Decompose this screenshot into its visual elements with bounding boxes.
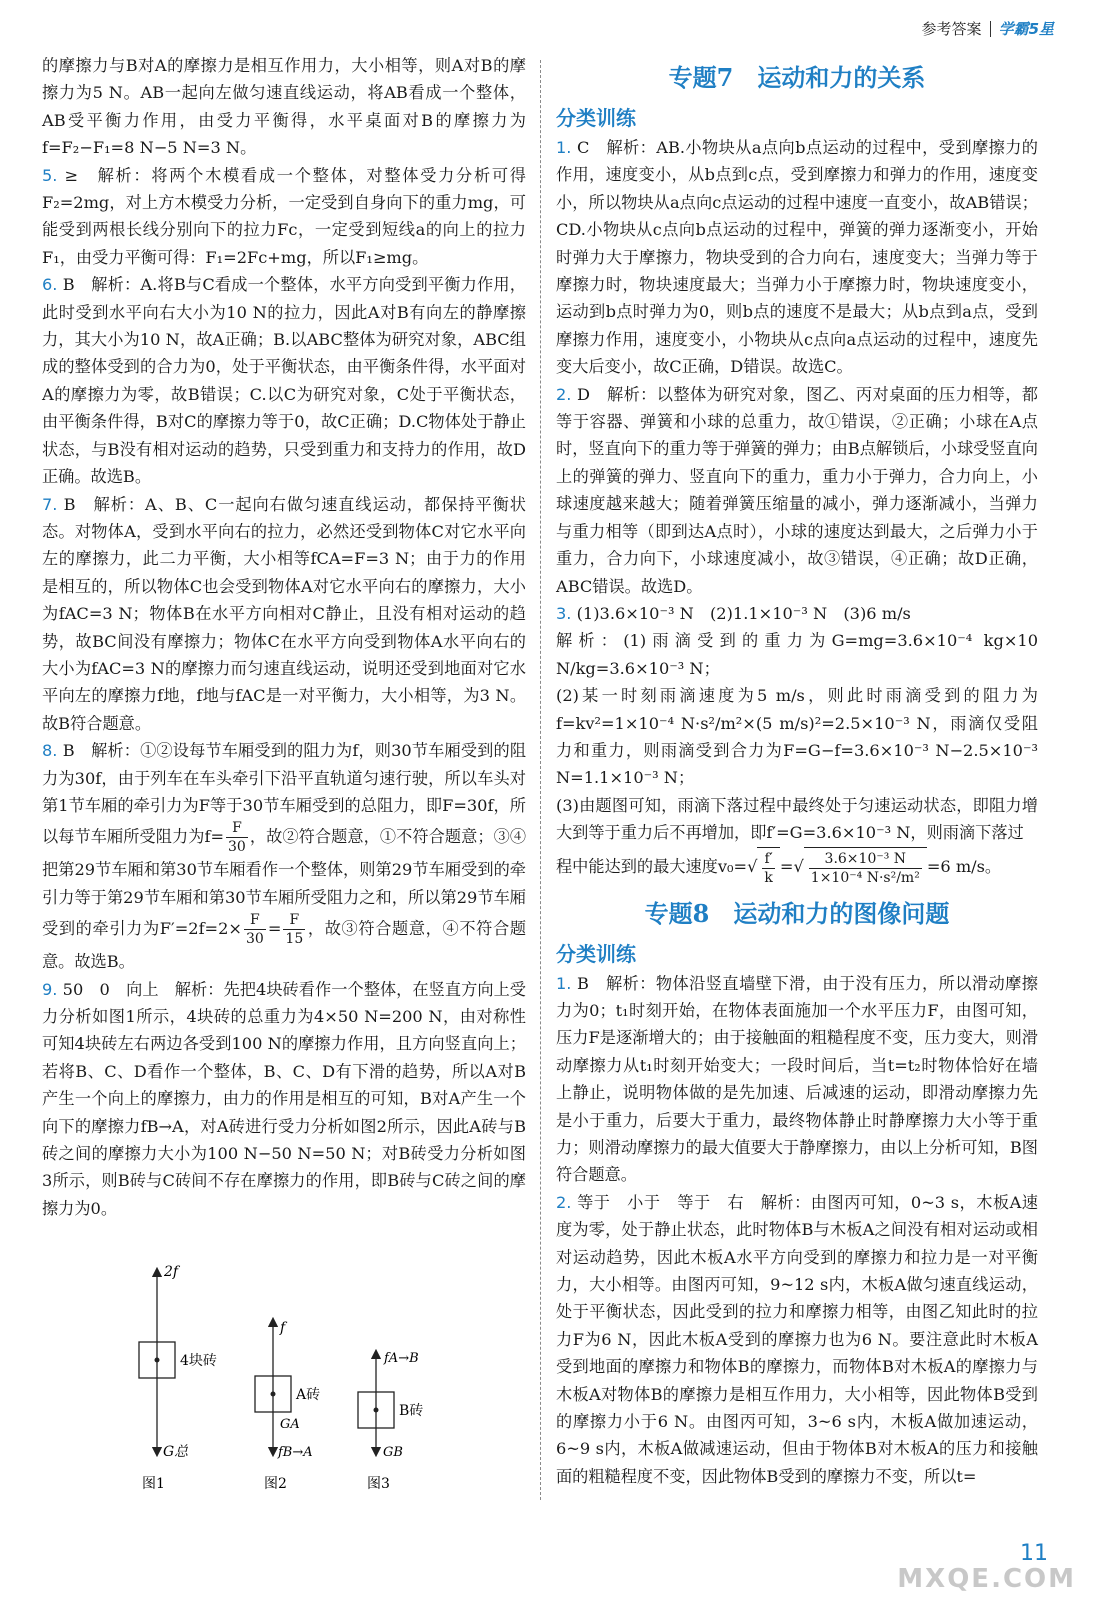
label-bottom: G总 <box>163 1444 189 1460</box>
force-diagram-svg <box>42 1260 526 1500</box>
fraction <box>762 850 774 887</box>
answer-5 <box>42 162 526 272</box>
topic-title: 专题8 运动和力的图像问题 <box>644 898 950 928</box>
answer-6 <box>42 271 526 490</box>
answer-text: 程中能达到的最大速度v₀= <box>556 856 748 876</box>
denominator: 1×10⁻⁴ N·s²/m² <box>810 869 920 886</box>
answer-text: = <box>779 856 794 876</box>
caption: 图2 <box>264 1476 287 1492</box>
section-heading: 分类训练 <box>556 941 636 966</box>
answer-text: C 解析：AB.小物块从a点向b点运动的过程中，受到摩擦力的作用，速度变小，从b点到c点，受到摩擦力和弹力的作用，速度变小，所以物块从a点向c点运动的过程中速度一直变小，故AB错误；CD.小物块从c点向b点运动的过程中，弹簧的弹力逐渐变小，开始时弹力大于摩擦力，物块受到的合力向右，速度变大；当弹力等于摩擦力时，物块速度最大；当弹力小于摩擦力时，物块速度变小，运动到b点时弹力为0，则b点的速度不是最大；从b点到a点，受到摩擦力作用，速度变小，小物块从c点向a点运动的过程中，速度先变大后变小，故C正确，D错误。故选C。 <box>556 138 1038 377</box>
question-number: 8. <box>42 741 58 761</box>
fraction <box>244 911 266 948</box>
figure-3 <box>358 1351 423 1492</box>
answer-text: D 解析：以整体为研究对象，图乙、丙对桌面的压力相等，都等于容器、弹簧和小球的总重力，故①错误，②正确；小球在A点时，竖直向下的重力等于弹簧的弹力；由B点解锁后，小球受竖直向上的弹簧的弹力、竖直向下的重力，重力小于弹力，合力向上，小球速度越来越大；随着弹簧压缩量的减小，弹力逐渐减小，当弹力与重力相等（即到达A点时），小球的速度达到最大，之后弹力小于重力，合力向下，小球速度减小，故③错误，④正确；故D正确，ABC错误。故选D。 <box>556 384 1038 596</box>
label-g: GA <box>280 1417 300 1432</box>
answer-text: B 解析：物体沿竖直墙壁下滑，由于没有压力，所以滑动摩擦力为0；t₁时刻开始，在物体表面施加一个水平压力F，由图可知，压力F是逐渐增大的；由于接触面的粗糙程度不变，压力变大，则滑动摩擦力从t₁时刻开始变大；一段时间后，当t=t₂时物体恰好在墙上静止，说明物体做的是先加速、后减速的运动，即滑动摩擦力先是小于重力，后要大于重力，最终物体静止时静摩擦力大小等于重力；则滑动摩擦力的最大值要大于静摩擦力，由以上分析可知，B图符合题意。 <box>556 973 1038 1185</box>
label-box: A砖 <box>296 1387 321 1403</box>
question-number: 2. <box>556 1192 572 1212</box>
answer-r3 <box>556 600 1038 627</box>
question-number: 6. <box>42 275 58 295</box>
page-header <box>922 18 1054 39</box>
brand-logo: 学霸5星 <box>998 20 1054 38</box>
header-divider <box>990 21 991 37</box>
label-box: B砖 <box>399 1403 424 1419</box>
numerator: f′ <box>762 850 774 869</box>
right-column <box>556 52 1038 1490</box>
column-divider <box>540 60 541 1500</box>
answer-s1 <box>556 970 1038 1189</box>
question-number: 5. <box>42 165 58 185</box>
watermark: MXQE.COM <box>897 1564 1076 1594</box>
numerator: 3.6×10⁻³ N <box>809 850 922 869</box>
denominator: 15 <box>285 931 304 948</box>
figure-2 <box>255 1320 320 1492</box>
caption: 图1 <box>142 1476 165 1492</box>
figure-1 <box>139 1264 217 1492</box>
numerator: F <box>244 911 266 930</box>
answer-text: ≥ 解析：将两个木模看成一个整体，对整体受力分析可得F₂=2mg，对上方木模受力分析，一定受到自身向下的重力mg，可能受到两根长线分别向下的拉力Fc，一定受到短线a的向上的拉力F₁，由受力平衡可得：F₁=2Fc+mg，所以F₁≥mg。 <box>42 165 526 267</box>
answer-text: ，故③符合题意，④不符合题意。故选B。 <box>42 919 527 972</box>
question-number: 3. <box>556 603 572 623</box>
answer-7 <box>42 491 526 738</box>
answer-text: = <box>267 919 282 939</box>
center-dot <box>155 1358 160 1363</box>
denominator: 30 <box>228 839 246 856</box>
caption: 图3 <box>367 1476 390 1492</box>
answer-r3-formula: 程中能达到的最大速度v₀=√ $\frac{f'}{k}$ =√ $\frac{\text{3.6×10⁻³ N}}{\text{1×10⁻⁴ N·s²/m²}}$ =6 m/s。 <box>556 847 1038 888</box>
answer-text: B 解析：A.将B与C看成一个整体，水平方向受到平衡力作用，此时受到水平向右大小为10 N的拉力，因此A对B有向左的静摩擦力，其大小为10 N，故A正确；B.以ABC整体为研究对象，ABC组成的整体受到的合力为0，处于平衡状态，由平衡条件得，水平面对A的摩擦力为零，故B错误；C.以C为研究对象，C处于平衡状态，由平衡条件得，B对C的摩擦力等于0，故C正确；D.C物体处于静止状态，与B没有相对运动的趋势，只受到重力和支持力的作用，故D正确。故选B。 <box>42 275 526 487</box>
answer-text: =6 m/s。 <box>926 856 1002 876</box>
answer-r1 <box>556 134 1038 381</box>
numerator: F <box>283 911 305 930</box>
answer-continued: 的摩擦力与B对A的摩擦力是相互作用力，大小相等，则A对B的摩擦力为5 N。AB一起向左做匀速直线运动，将AB看成一个整体，AB受平衡力作用，由受力平衡得，水平桌面对B的摩擦力为f=F₂−F₁=8 N−5 N=3 N。 <box>42 56 526 158</box>
answer-9 <box>42 976 526 1223</box>
label-box: 4块砖 <box>180 1353 217 1369</box>
answer-text: B 解析：A、B、C一起向右做匀速直线运动，都保持平衡状态。对物体A，受到水平向右的拉力，必然还受到物体C对它水平向左的摩擦力，此二力平衡，大小相等fCA=F=3 N；由于力的作用是相互的，所以物体C也会受到物体A对它水平向右的摩擦力，大小为fAC=3 N；物体B在水平方向相对C静止，且没有相对运动的趋势，故BC间没有摩擦力；物体C在水平方向受到物体A水平向右的大小为fAC=3 N的摩擦力而匀速直线运动，说明还受到地面对它水平向左的摩擦力f地，f地与fAC是一对平衡力，大小相等，为3 N。故B符合题意。 <box>42 494 526 733</box>
header-label: 参考答案 <box>921 20 982 38</box>
answer-r3-part1: 解析：(1)雨滴受到的重力为G=mg=3.6×10⁻⁴ kg×10 N/kg=3.6×10⁻³ N； <box>556 631 1038 678</box>
answer-8 <box>42 737 526 975</box>
label-bottom: fB→A <box>278 1445 313 1460</box>
left-column <box>42 52 526 1222</box>
label-top: fA→B <box>384 1351 419 1366</box>
label-bottom: GB <box>383 1445 403 1460</box>
topic-title: 专题7 运动和力的关系 <box>668 63 926 92</box>
center-dot <box>271 1392 276 1397</box>
fraction <box>809 850 922 887</box>
question-number: 1. <box>556 138 572 157</box>
label-top: 2f <box>164 1264 179 1280</box>
answer-text: ，故②符合题意，①不符合题意；③④把第29节车厢和第30节车厢看作一个整体，则第29节车厢受到的牵引力等于第29节车厢和第30节车厢所受阻力之和，所以第29节车厢受到的牵引力为F′=2f=2× <box>42 827 527 939</box>
question-number: 7. <box>42 494 58 514</box>
center-dot <box>374 1408 379 1413</box>
numerator: F <box>226 819 248 838</box>
answer-text: (1)3.6×10⁻³ N (2)1.1×10⁻³ N (3)6 m/s <box>576 603 911 623</box>
answer-r2 <box>556 381 1038 600</box>
page-number: 11 <box>1020 1541 1048 1566</box>
sqrt-term <box>757 847 779 888</box>
answer-text: B 解析：①②设每节车厢受到的阻力为f，则30节车厢受到的阻力为30f，由于列车在车头牵引下沿平直轨道匀速行驶，所以车头对第1节车厢的牵引力为F等于30节车厢受到的总阻力，即F=30f，所以每节车厢所受阻力为f= <box>42 741 527 847</box>
answer-text: 50 0 向上 解析：先把4块砖看作一个整体，在竖直方向上受力分析如图1所示，4块砖的总重力为4×50 N=200 N，由对称性可知4块砖左右两边各受到100 N的摩擦力作用，且方向竖直向上；若将B、C、D看作一个整体，B、C、D有下滑的趋势，所以A对B产生一个向上的摩擦力，由力的作用是相互的可知，B对A产生一个向下的摩擦力fB→A，对A砖进行受力分析如图2所示，因此A砖与B砖之间的摩擦力大小为100 N−50 N=50 N；对B砖受力分析如图3所示，则B砖与C砖间不存在摩擦力的作用，即B砖与C砖之间的摩擦力为0。 <box>42 979 526 1218</box>
question-number: 9. <box>42 979 58 999</box>
label-top: f <box>280 1320 286 1336</box>
denominator: 30 <box>246 931 264 948</box>
answer-r3-part2: (2)某一时刻雨滴速度为5 m/s，则此时雨滴受到的阻力为f=kv²=1×10⁻⁴ N·s²/m²×(5 m/s)²=2.5×10⁻³ N，雨滴仅受阻力和重力，则雨滴受到合力为F=G−f=3.6×10⁻³ N−2.5×10⁻³ N=1.1×10⁻³ N； <box>556 686 1038 788</box>
sqrt-term <box>804 847 927 888</box>
question-number: 2. <box>556 384 572 404</box>
answer-text: 等于 小于 等于 右 解析：由图丙可知，0~3 s，木板A速度为零，处于静止状态，此时物体B与木板A之间没有相对运动或相对运动趋势，因此木板A水平方向受到的摩擦力和拉力是一对平衡力，大小相等。由图丙可知，9~12 s内，木板A做匀速直线运动，处于平衡状态，因此受到的拉力和摩擦力相等，由图乙知此时的拉力F为6 N，因此木板A受到的摩擦力也为6 N。要注意此时木板A受到地面的摩擦力和物体B的摩擦力，而物体B对木板A的摩擦力与木板A对物体B的摩擦力是相互作用力，大小相等，因此物体B受到的摩擦力小于6 N。由图丙可知，3~6 s内，木板A做加速运动，6~9 s内，木板A做减速运动，但由于物体B对木板A的压力和接触面的粗糙程度不变，因此物体B受到的摩擦力不变，所以t= <box>556 1192 1038 1486</box>
section-heading: 分类训练 <box>556 106 636 130</box>
denominator: k <box>764 869 773 886</box>
force-diagrams <box>42 1260 526 1500</box>
question-number: 1. <box>556 973 572 993</box>
fraction <box>283 911 305 948</box>
fraction <box>226 819 248 856</box>
answer-r3-part3: (3)由题图可知，雨滴下落过程中最终处于匀速运动状态，即阻力增大到等于重力后不再增加，即f′=G=3.6×10⁻³ N，则雨滴下落过 <box>556 795 1038 843</box>
answer-s2 <box>556 1189 1038 1490</box>
